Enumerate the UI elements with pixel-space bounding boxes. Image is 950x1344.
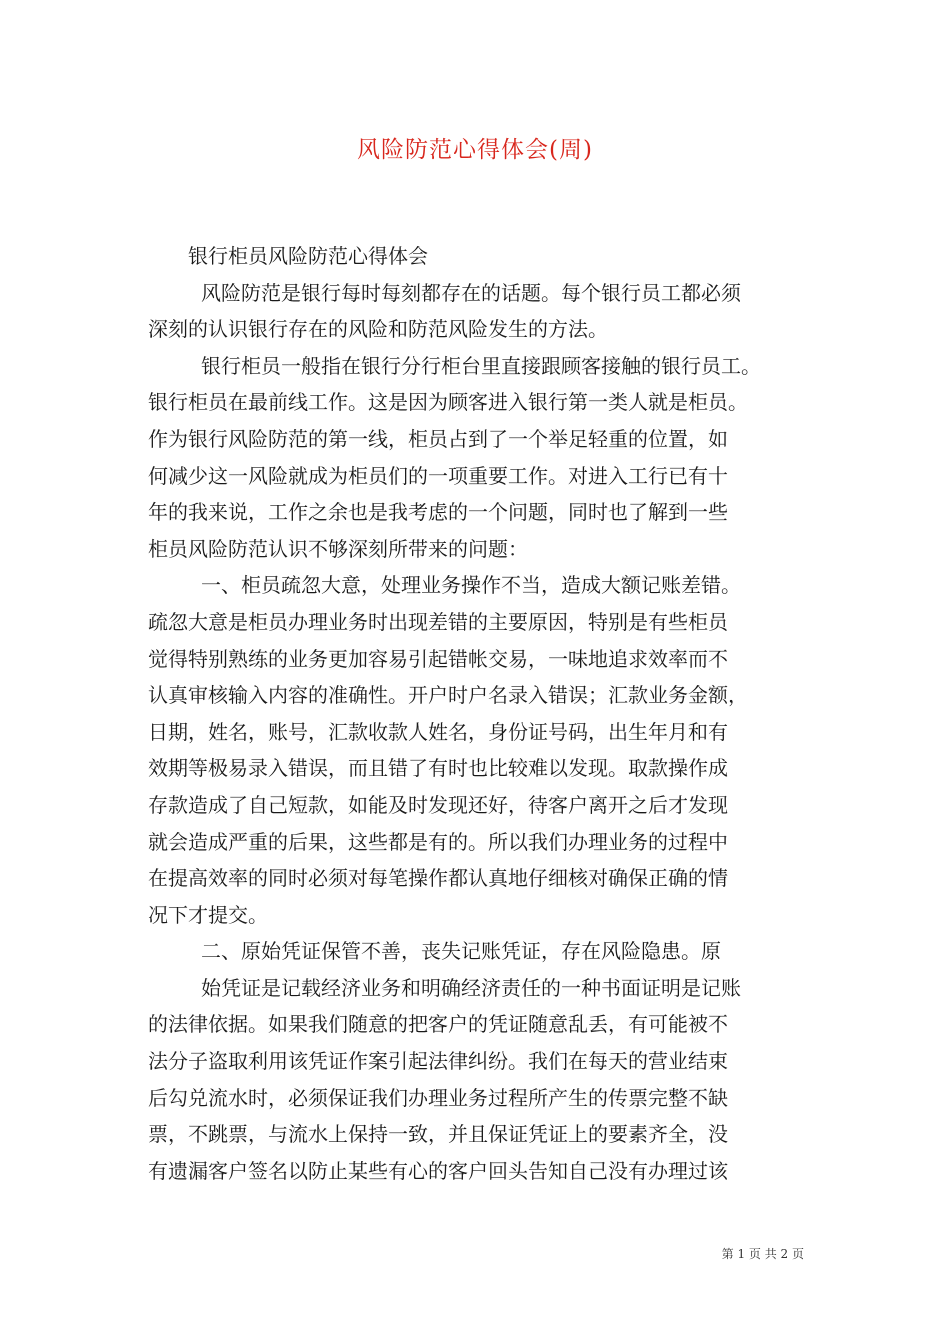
text-line: 存款造成了自己短款，如能及时发现还好，待客户离开之后才发现: [148, 792, 728, 817]
text-line: 深刻的认识银行存在的风险和防范风险发生的方法。: [148, 317, 608, 342]
text-line: 有遗漏客户签名以防止某些有心的客户回头告知自己没有办理过该: [148, 1158, 728, 1183]
text-line: 票，不跳票，与流水上保持一致，并且保证凭证上的要素齐全，没: [148, 1122, 728, 1147]
text-line: 就会造成严重的后果，这些都是有的。所以我们办理业务的过程中: [148, 829, 728, 854]
text-line: 作为银行风险防范的第一线，柜员占到了一个举足轻重的位置，如: [148, 426, 728, 451]
document-subtitle: 银行柜员风险防范心得体会: [188, 244, 428, 268]
text-line: 认真审核输入内容的准确性。开户时户名录入错误；汇款业务金额，: [148, 683, 748, 708]
text-line: 银行柜员一般指在银行分行柜台里直接跟顾客接触的银行员工。: [201, 353, 761, 378]
text-line: 始凭证是记载经济业务和明确经济责任的一种书面证明是记账: [201, 975, 741, 1000]
page-number: 第 1 页 共 2 页: [721, 1247, 804, 1261]
text-line: 一、柜员疏忽大意，处理业务操作不当，造成大额记账差错。: [201, 573, 741, 598]
text-line: 况下才提交。: [148, 902, 268, 927]
text-line: 年的我来说，工作之余也是我考虑的一个问题，同时也了解到一些: [148, 500, 728, 525]
text-line: 在提高效率的同时必须对每笔操作都认真地仔细核对确保正确的情: [148, 866, 728, 891]
text-line: 的法律依据。如果我们随意的把客户的凭证随意乱丢，有可能被不: [148, 1012, 728, 1037]
text-line: 后勾兑流水时，必须保证我们办理业务过程所产生的传票完整不缺: [148, 1085, 728, 1110]
text-line: 效期等极易录入错误，而且错了有时也比较难以发现。取款操作成: [148, 756, 728, 781]
text-line: 二、原始凭证保管不善，丧失记账凭证，存在风险隐患。原: [201, 939, 721, 964]
text-line: 觉得特别熟练的业务更加容易引起错帐交易，一味地追求效率而不: [148, 646, 728, 671]
document-body: [148, 238, 812, 1189]
text-line: 日期，姓名，账号，汇款收款人姓名，身份证号码，出生年月和有: [148, 719, 728, 744]
text-line: 风险防范是银行每时每刻都存在的话题。每个银行员工都必须: [201, 280, 741, 305]
text-line: 银行柜员在最前线工作。这是因为顾客进入银行第一类人就是柜员。: [148, 390, 748, 415]
text-line: 何减少这一风险就成为柜员们的一项重要工作。对进入工行已有十: [148, 463, 728, 488]
text-line: 法分子盗取利用该凭证作案引起法律纠纷。我们在每天的营业结束: [148, 1049, 728, 1074]
document-title: 风险防范心得体会(周): [357, 137, 593, 163]
text-line: 柜员风险防范认识不够深刻所带来的问题：: [148, 536, 528, 561]
text-line: 疏忽大意是柜员办理业务时出现差错的主要原因，特别是有些柜员: [148, 609, 728, 634]
